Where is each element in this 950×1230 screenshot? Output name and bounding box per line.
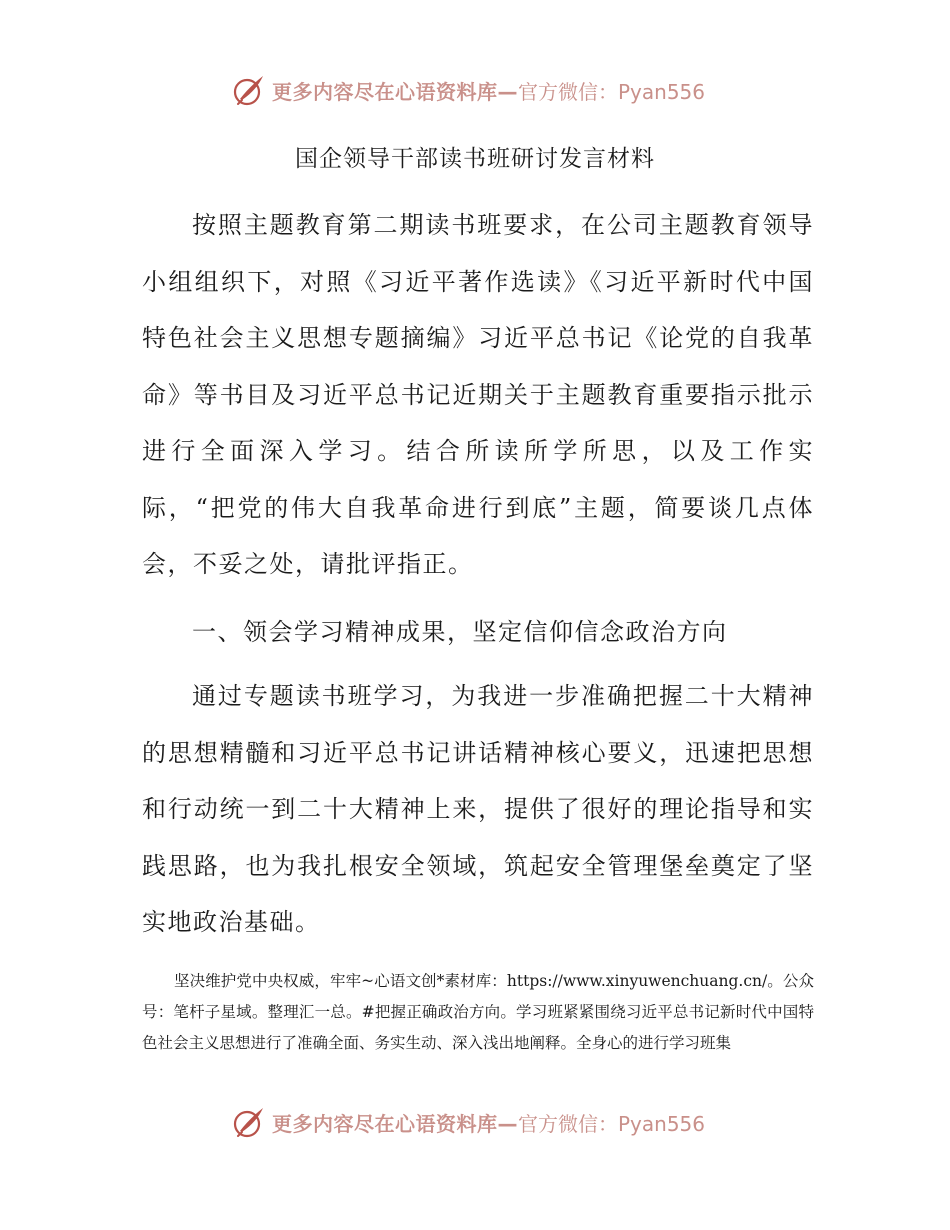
feather-pen-logo-icon (232, 1105, 266, 1139)
banner-brand-text: 更多内容尽在心语资料库— (272, 1111, 518, 1136)
banner-brand-text: 更多内容尽在心语资料库— (272, 79, 518, 104)
small-print-paragraph: 坚决维护党中央权威，牢牢~心语文创*素材库：https://www.xinyuwenchuang.cn/。公众号：笔杆子星域。整理汇一总。#把握正确政治方向。学习班紧紧围绕习近平总书记新时代中国特色社会主义思想进行了准确全面、务实生动、深入浅出地阐释。全身心的进行学习班集 (142, 972, 814, 1052)
feather-pen-logo-icon (232, 73, 266, 107)
body-paragraph-1: 按照主题教育第二期读书班要求，在公司主题教育领导小组组织下，对照《习近平著作选读》《习近平新时代中国特色社会主义思想专题摘编》习近平总书记《论党的自我革命》等书目及习近平总书记近期关于主题教育重要指示批示进行全面深入学习。结合所读所学所思，以及工作实际，“把党的伟大自我革命进行到底”主题，简要谈几点体会，不妥之处，请批评指正。 (142, 211, 814, 578)
footer-banner (232, 1102, 732, 1142)
body-paragraph-2: 通过专题读书班学习，为我进一步准确把握二十大精神的思想精髓和习近平总书记讲话精神核心要义，迅速把思想和行动统一到二十大精神上来，提供了很好的理论指导和实践思路，也为我扎根安全领域，筑起安全管理堡垒奠定了坚实地政治基础。 (142, 682, 814, 936)
section-heading-1: 一、领会学习精神成果，坚定信仰信念政治方向 (192, 618, 728, 646)
banner-wechat-text: 官方微信：Pyan556 (518, 1111, 706, 1136)
banner-wechat-text: 官方微信：Pyan556 (518, 79, 706, 104)
document-title: 国企领导干部读书班研讨发言材料 (295, 146, 655, 172)
header-banner (232, 70, 732, 110)
